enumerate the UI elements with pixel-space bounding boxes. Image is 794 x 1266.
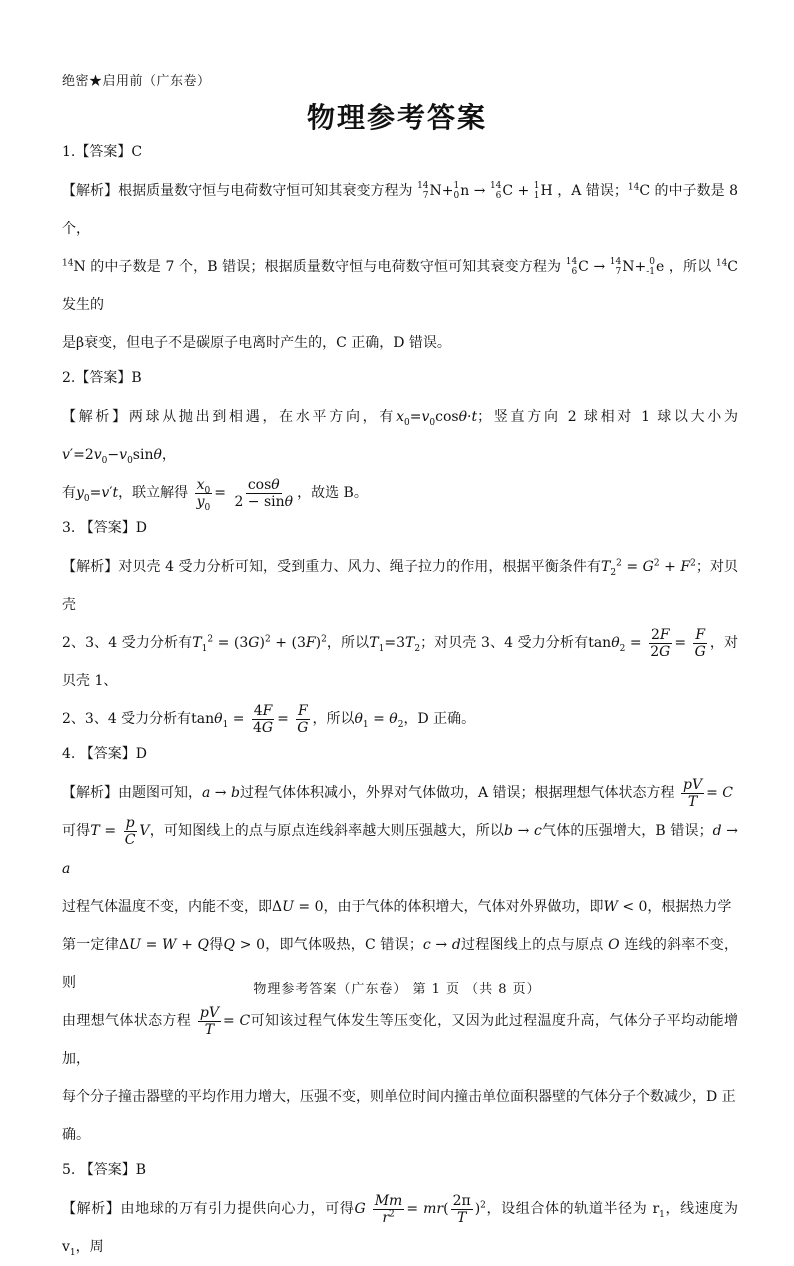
decay-equation-2: 14 6C → 14 7N+ 0 -1e xyxy=(565,257,669,277)
secret-mark: 绝密★启用前（广东卷） xyxy=(62,74,211,89)
q4-answer: 4. 【答案】D xyxy=(62,746,148,762)
page-title: 物理参考答案 xyxy=(306,101,487,134)
q5-answer: 5. 【答案】B xyxy=(62,1162,147,1178)
q3-analysis: 【解析】对贝壳 4 受力分析可知，受到重力、风力、绳子拉力的作用，根据平衡条件有$T_2^2 = G^2 + F^2$；对贝壳 2、3、4 受力分析有$T_1^2 = (3G)^2 + (3F)^2$，所以$T_1=3T_2$；对贝壳 3、4 受力分析有tanθ$_2$ = $\frac{2F}{2G}$ = $\frac{F}{G}$ ，对贝壳 1、 2、3、4 受力分析有tanθ$_1$ = $\frac{4F}{4G}$ = $\frac{F}{G}$ ，所以$\theta_1 = \theta_2$，D 正确。 xyxy=(62,558,739,736)
q3-answer: 3. 【答案】D xyxy=(62,520,148,536)
q2-answer: 2.【答案】B xyxy=(62,370,142,386)
q4-analysis: 【解析】由题图可知，a → b过程气体体积减小，外界对气体做功，A 错误；根据理想气体状态方程 $\frac{pV}{T}$ = C 可得T = $\frac{p}{C}$ V，可知图线上的点与原点连线斜率越大则压强越大，所以b → c气体的压强增大，B 错误；d → a 过程气体温度不变，内能不变，即ΔU = 0，由于气体的体积增大，气体对外界做功，即W < 0，根据热力学 第一定律ΔU = W + Q得Q > 0，即气体吸热，C 错误；c → d过程图线上的点与原点 O 连线的斜率不变，则 由理想气体状态方程 $\frac{pV}{T}$ = C可知该过程气体发生等压变化，又因为此过程温度升高，气体分子平均动能增加， 每个分子撞击器壁的平均作用力增大，压强不变，则单位时间内撞击单位面积器壁的气体分子个数减少，D 正 确。 xyxy=(62,776,739,1143)
q5-analysis: 【解析】由地球的万有引力提供向心力，可得G $\frac{Mm}{r^2}$ = mr( $\frac{2\pi}{T}$ )$^2$，设组合体的轨道半径为 $r_1$，线速度为 $v_1$，周 xyxy=(62,1192,739,1258)
answer-content xyxy=(62,136,738,1266)
q1-answer: 1.【答案】C xyxy=(62,144,143,160)
page-footer: 物理参考答案（广东卷） 第 1 页 （共 8 页） xyxy=(253,982,541,997)
q1-analysis: 【解析】根据质量数守恒与电荷数守恒可知其衰变方程为 14 7N+1 0n → 14 6C + 1 1H ，A 错误；$^{14}$C 的中子数是 8 个， $^{14}$N 的中子数是 7 个，B 错误；根据质量数守恒与电荷数守恒可知其衰变方程为 14 6C → 14 7N+ 0 -1e ，所以 $^{14}$C 发生的 是β衰变，但电子不是碳原子电离时产生的，C 正确，D 错误。 xyxy=(62,181,739,351)
decay-equation-1: 14 7N+1 0n → 14 6C + 1 1H xyxy=(417,181,558,201)
q2-analysis: 【解析】两球从抛出到相遇，在水平方向，有$x_0=v_0\cos\theta\cdot t$；竖直方向 2 球相对 1 球以大小为$v'=2v_0-v_0\sin\theta$， 有$y_0=v't$，联立解得 $\frac{x_0}{y_0}$ = $\frac{\cos\theta}{2 - \sin\theta}$ ，故选 B。 xyxy=(62,409,739,513)
